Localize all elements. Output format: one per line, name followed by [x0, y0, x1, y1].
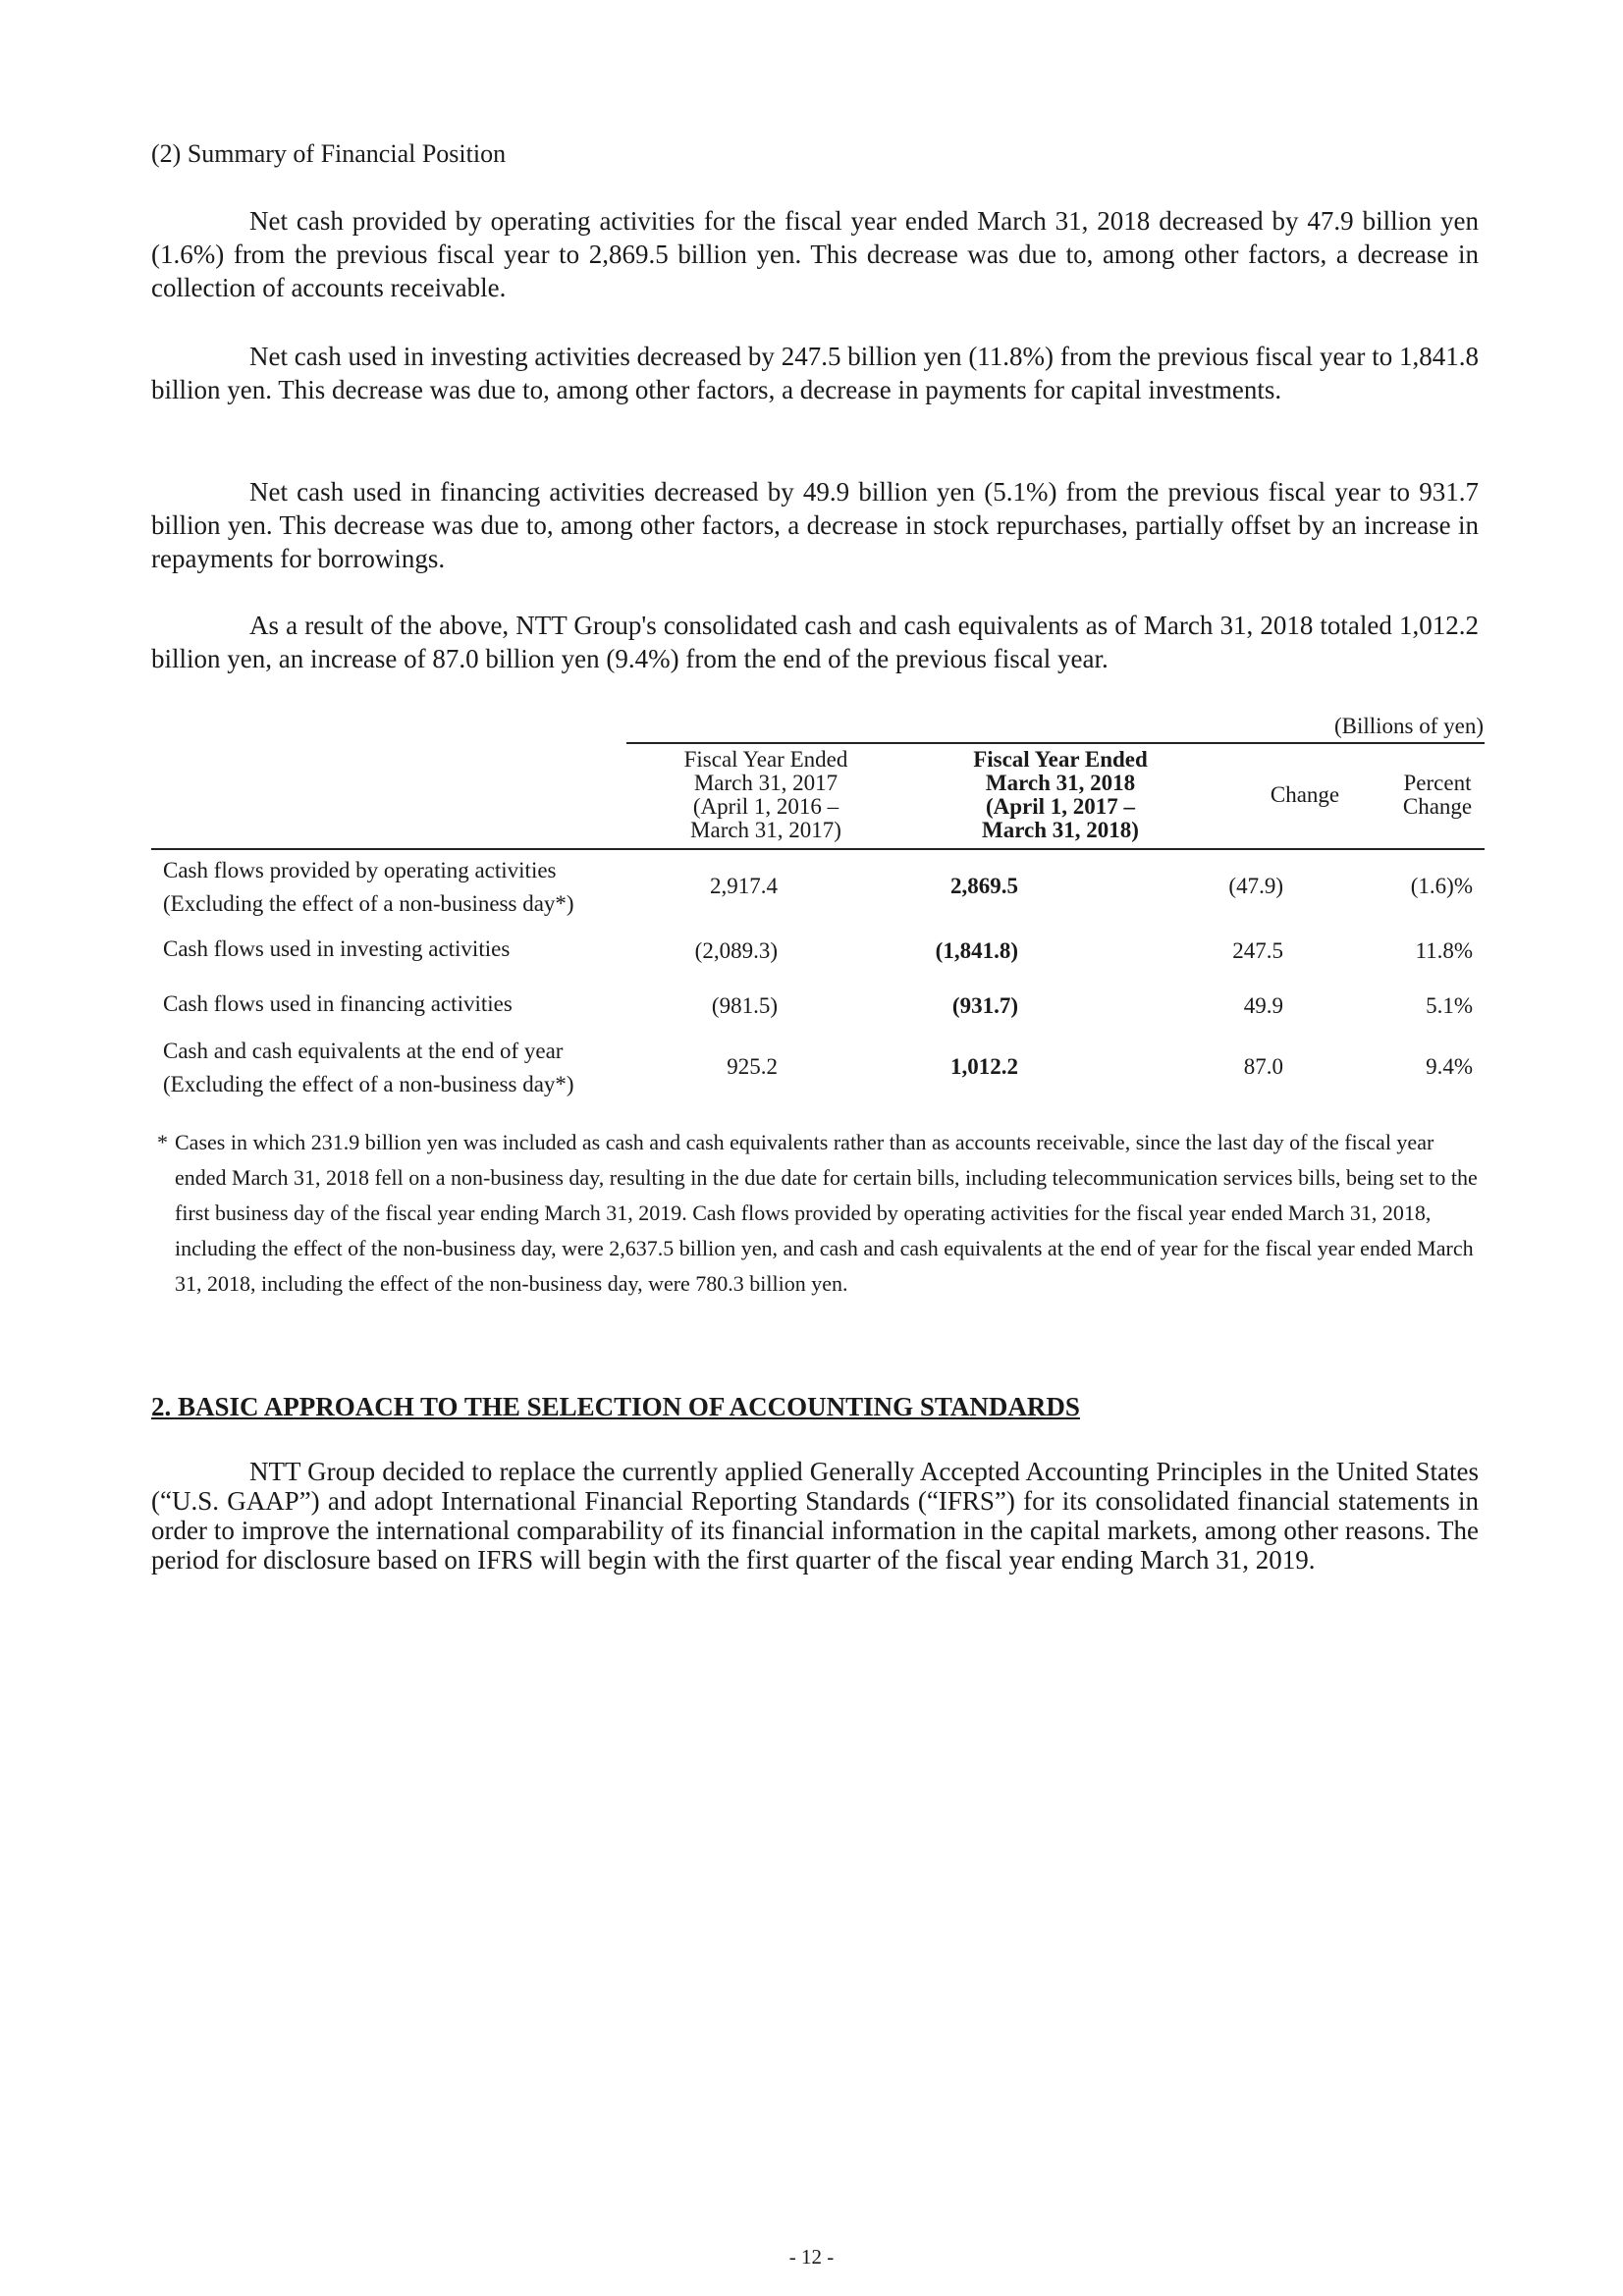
cell-change: (47.9) — [1228, 874, 1283, 898]
cell-percent: (1.6)% — [1410, 874, 1473, 898]
header-fy2017-line: March 31, 2017 — [693, 771, 839, 795]
header-fy2018-line: March 31, 2018) — [982, 818, 1139, 842]
header-change: Change — [1270, 782, 1340, 807]
cell-fy2017: 2,917.4 — [710, 874, 778, 898]
cell-percent: 11.8% — [1415, 938, 1473, 963]
header-fy2018 — [907, 748, 1214, 842]
cell-fy2018: (1,841.8) — [935, 938, 1018, 963]
row-label-line: Cash flows used in investing activities — [163, 936, 511, 961]
row-label — [163, 933, 510, 966]
table-row — [151, 852, 1485, 923]
row-label-line: Cash flows used in financing activities — [163, 991, 513, 1016]
header-fy2017-line: March 31, 2017) — [690, 818, 841, 842]
header-fy2017-line: (April 1, 2016 – — [692, 794, 839, 819]
row-label-line: Cash and cash equivalents at the end of year — [163, 1039, 564, 1063]
operating-paragraph: Net cash provided by operating activities for the fiscal year ended March 31, 2018 decreased by 47.9 billion yen (1.6%) from the previous fiscal year to 2,869.5 billion yen. This decrease was due to, among other factors, a decrease in collection of accounts receivable. — [151, 206, 1479, 302]
cell-change: 247.5 — [1232, 938, 1283, 963]
unit-label: (Billions of yen) — [1333, 714, 1484, 738]
header-percent-change — [1390, 772, 1485, 819]
section-title: (2) Summary of Financial Position — [151, 139, 507, 168]
table-header-rule — [151, 848, 1485, 850]
footnote-marker: * — [157, 1130, 168, 1154]
footnote-text: Cases in which 231.9 billion yen was included as cash and cash equivalents rather than as accounts receivable, since the last day of the fiscal year ended March 31, 2018 fell on a non-business day, resulting in the due date for certain bills, including telecommunication services bills, being set to the first business day of the fiscal year ending March 31, 2019. Cash flows provided by operating activities for the fiscal year ended March 31, 2018, including the effect of the non-business day, were 2,637.5 billion yen, and cash and cash equivalents at the end of year for the fiscal year ended March 31, 2018, including the effect of the non-business day, were 780.3 billion yen. — [175, 1130, 1478, 1296]
cell-percent: 5.1% — [1426, 993, 1473, 1018]
row-label — [163, 1035, 574, 1101]
page-number: - 12 - — [788, 2245, 835, 2269]
row-label — [163, 854, 574, 921]
cell-fy2018: 2,869.5 — [950, 874, 1018, 898]
row-label-line: Cash flows provided by operating activities — [163, 858, 557, 882]
header-fy2018-line: Fiscal Year Ended — [973, 747, 1148, 772]
table-row — [151, 1033, 1485, 1105]
financing-paragraph: Net cash used in financing activities decreased by 49.9 billion yen (5.1%) from the previous fiscal year to 931.7 billion yen. This decrease was due to, among other factors, a decrease in stock repurchases, partially offset by an increase in repayments for borrowings. — [151, 477, 1479, 573]
table-row — [151, 927, 1485, 974]
result-paragraph: As a result of the above, NTT Group's consolidated cash and cash equivalents as of March 31, 2018 totaled 1,012.2 billion yen, an increase of 87.0 billion yen (9.4%) from the end of the previous fiscal year. — [151, 611, 1479, 673]
header-percent-line: Change — [1402, 794, 1473, 819]
cell-fy2017: 925.2 — [727, 1054, 778, 1079]
row-label-line: (Excluding the effect of a non-business day*) — [163, 891, 574, 916]
table-top-rule — [626, 742, 1485, 744]
cell-percent: 9.4% — [1426, 1054, 1473, 1079]
row-label — [163, 988, 513, 1021]
footnote — [157, 1125, 1483, 1302]
row-label-line: (Excluding the effect of a non-business day*) — [163, 1072, 574, 1096]
cell-fy2017: (2,089.3) — [694, 938, 778, 963]
cell-fy2018: (931.7) — [951, 993, 1018, 1018]
header-fy2017-line: Fiscal Year Ended — [683, 747, 848, 772]
header-fy2018-line: (April 1, 2017 – — [985, 794, 1136, 819]
header-percent-line: Percent — [1403, 771, 1472, 795]
header-fy2017 — [626, 748, 905, 842]
section2-paragraph: NTT Group decided to replace the currently applied Generally Accepted Accounting Principles in the United States (“U.S. GAAP”) and adopt International Financial Reporting Standards (“IFRS”) for its consolidated financial statements in order to improve the international comparability of its financial information in the capital markets, among other reasons. The period for disclosure based on IFRS will begin with the first quarter of the fiscal year ending March 31, 2019. — [151, 1457, 1479, 1575]
cell-change: 49.9 — [1243, 993, 1283, 1018]
cell-fy2018: 1,012.2 — [950, 1054, 1018, 1079]
investing-paragraph: Net cash used in investing activities decreased by 247.5 billion yen (11.8%) from the previous fiscal year to 1,841.8 billion yen. This decrease was due to, among other factors, a decrease in payments for capital investments. — [151, 342, 1479, 404]
table-row — [151, 982, 1485, 1029]
header-fy2018-line: March 31, 2018 — [985, 771, 1136, 795]
cell-fy2017: (981.5) — [711, 993, 778, 1018]
cell-change: 87.0 — [1243, 1054, 1283, 1079]
section2-title: 2. BASIC APPROACH TO THE SELECTION OF ACCOUNTING STANDARDS — [151, 1392, 1080, 1421]
